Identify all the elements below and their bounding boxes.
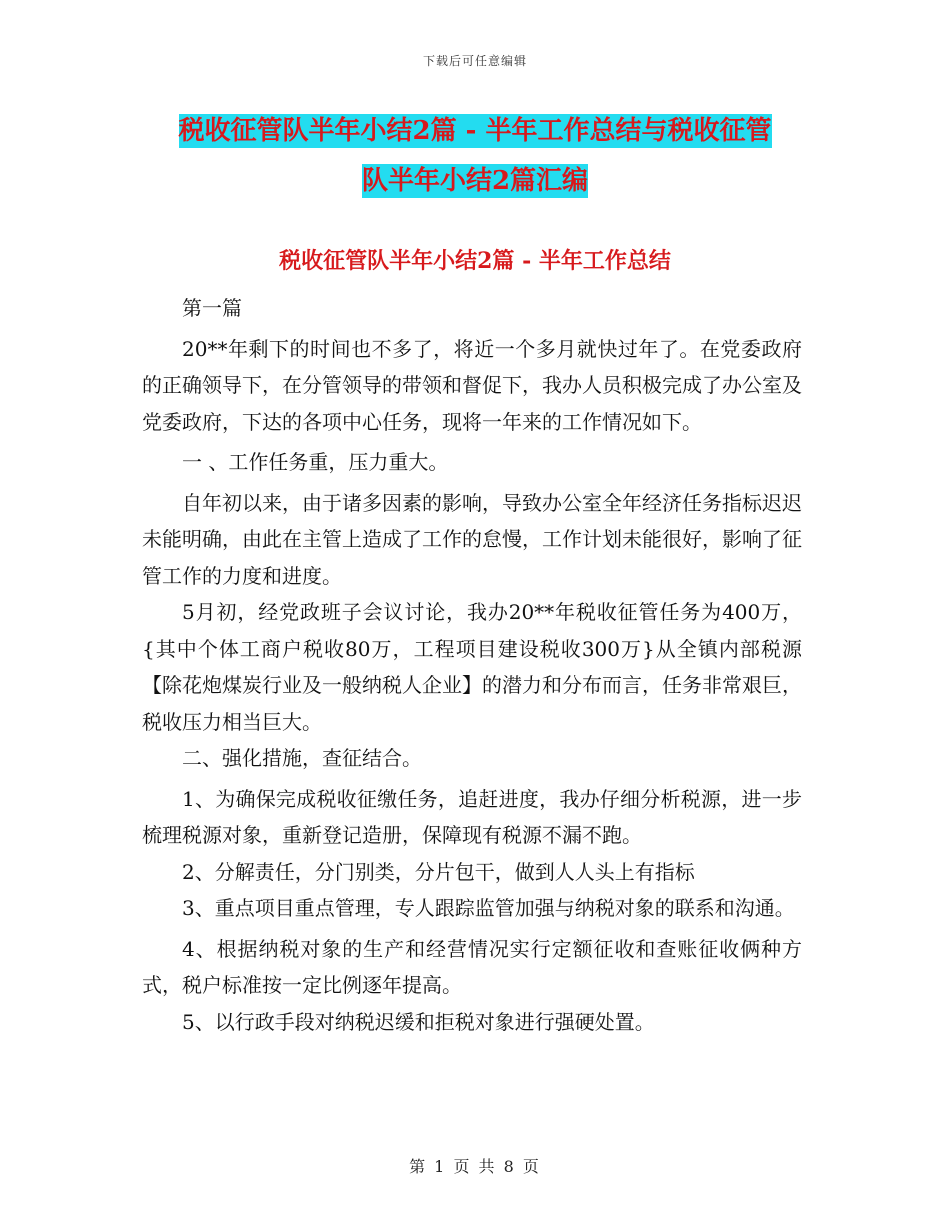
section-subtitle: 税收征管队半年小结2篇 - 半年工作总结 [279,248,671,274]
paragraph-section-1-body: 自年初以来，由于诸多因素的影响，导致办公室全年经济任务指标迟迟未能明确，由此在主管上造成了工作的怠慢，工作计划未能很好，影响了征管工作的力度和进度。 [142,490,802,588]
header-note: 下载后可任意编辑 [422,54,527,68]
paragraph-measure-2: 2、分解责任，分门别类，分片包干，做到人人头上有指标 [182,859,695,884]
document-title-line-2: 队半年小结2篇汇编 [361,166,589,196]
paragraph-measure-5: 5、以行政手段对纳税迟缓和拒税对象进行强硬处置。 [182,1009,655,1034]
page-number-footer: 第 1 页 共 8 页 [409,1157,541,1176]
paragraph-section-2-heading: 二、强化措施，查征结合。 [182,746,422,770]
paragraph-intro: 20**年剩下的时间也不多了，将近一个多月就快过年了。在党委政府的正确领导下，在分管领导的带领和督促下，我办人员积极完成了办公室及党委政府，下达的各项中心任务，现将一年来的工作情况如下。 [142,336,802,434]
paragraph-measure-3: 3、重点项目重点管理，专人跟踪监管加强与纳税对象的联系和沟通。 [182,896,795,920]
paragraph-part-heading: 第一篇 [182,296,242,320]
document-title-line-1: 税收征管队半年小结2篇 - 半年工作总结与税收征管 [178,116,772,146]
paragraph-section-1-heading: 一 、工作任务重，压力重大。 [182,450,449,474]
paragraph-measure-4: 4、根据纳税对象的生产和经营情况实行定额征收和查账征收俩种方式，税户标准按一定比例逐年提高。 [142,936,802,997]
document-title [0,106,950,206]
paragraph-task-target: 5月初，经党政班子会议讨论，我办20**年税收征管任务为400万，{其中个体工商户税收80万，工程项目建设税收300万}从全镇内部税源【除花炮煤炭行业及一般纳税人企业】的潜力和分布而言，任务非常艰巨，税收压力相当巨大。 [142,600,802,734]
document-body [142,290,802,1040]
paragraph-measure-1: 1、为确保完成税收征缴任务，追赶进度，我办仔细分析税源，进一步梳理税源对象，重新登记造册，保障现有税源不漏不跑。 [142,786,802,847]
